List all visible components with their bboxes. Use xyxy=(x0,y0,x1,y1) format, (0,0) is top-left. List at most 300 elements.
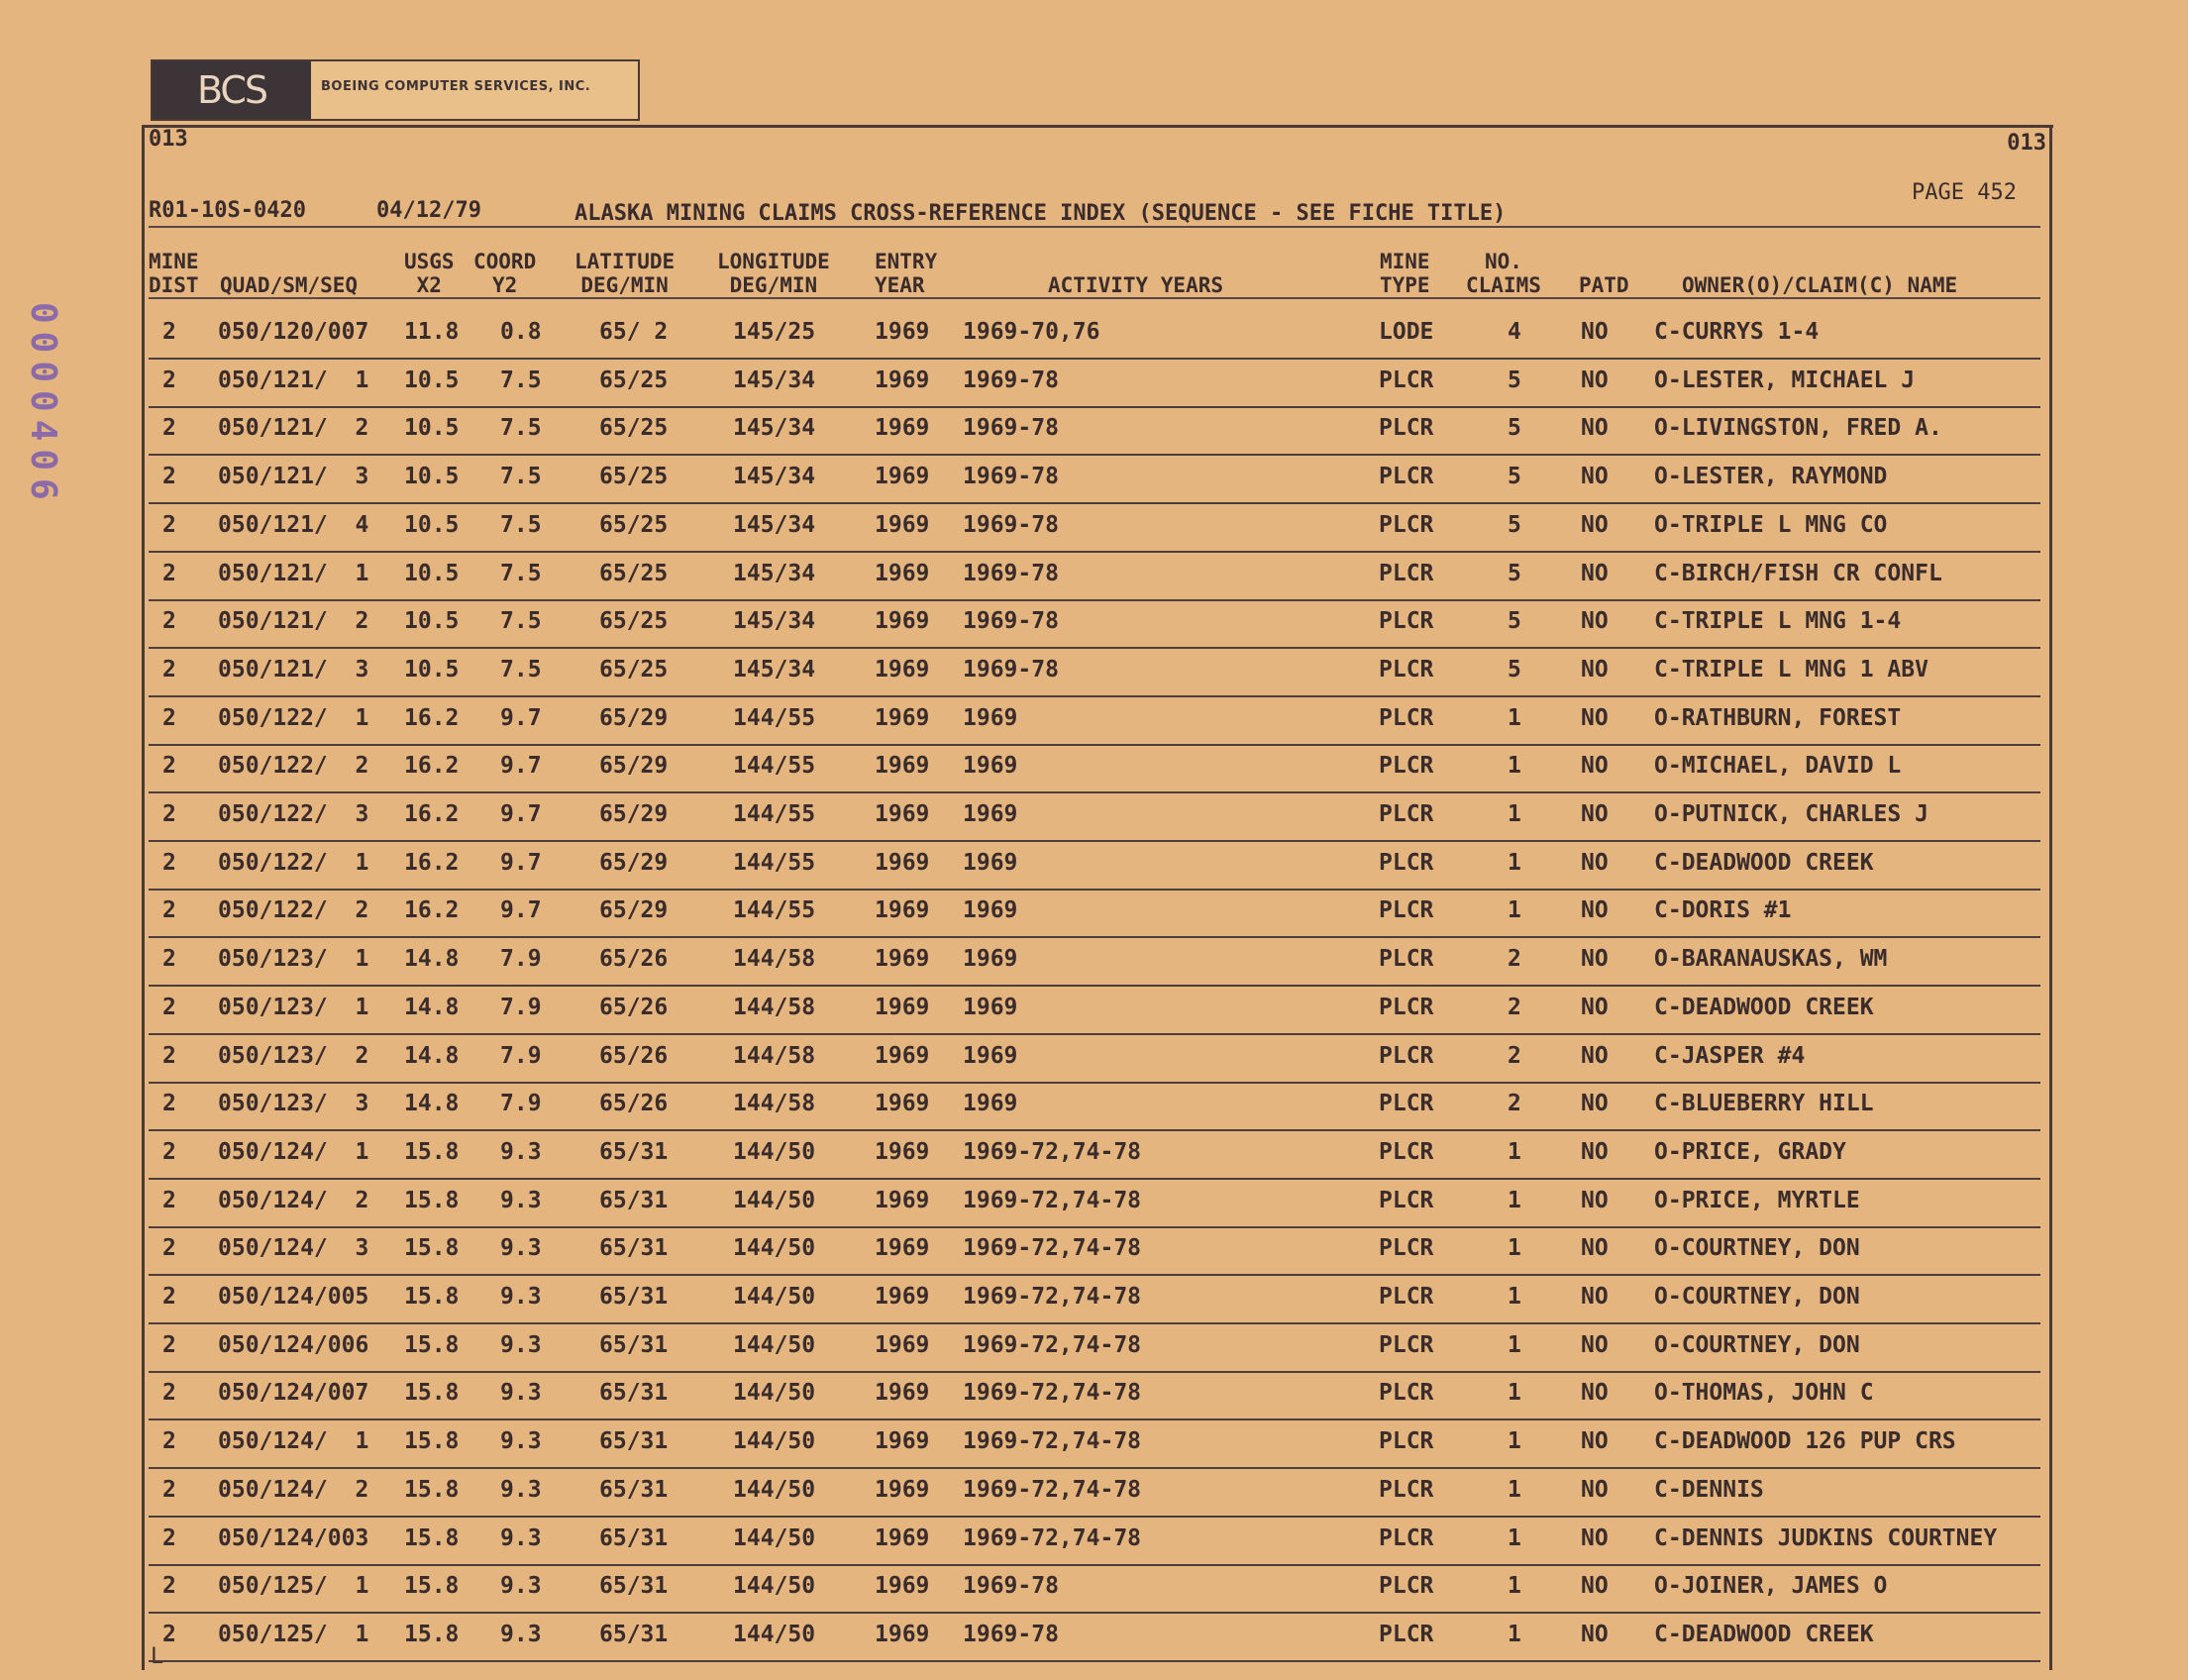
table-row xyxy=(149,598,2040,649)
col-header-y: COORD Y2 xyxy=(473,250,537,297)
cell-x: 15.8 xyxy=(404,1380,460,1407)
cell-entry: 1969 xyxy=(875,656,930,682)
cell-owner: C-TRIPLE L MNG 1 ABV xyxy=(1654,656,1928,682)
cell-claims: 1 xyxy=(1508,897,1521,924)
cell-quad: 050/121/ 4 xyxy=(218,511,369,538)
table-row xyxy=(149,502,2040,553)
cell-lon: 144/50 xyxy=(733,1380,816,1407)
cell-claims: 1 xyxy=(1508,1187,1521,1213)
cell-claims: 5 xyxy=(1508,608,1521,635)
cell-x: 15.8 xyxy=(404,1235,460,1262)
cell-claims: 5 xyxy=(1508,464,1521,490)
cell-claims: 5 xyxy=(1508,415,1521,442)
cell-claims: 1 xyxy=(1508,1428,1521,1455)
cell-dist: 2 xyxy=(162,849,176,876)
cell-lon: 144/55 xyxy=(733,801,816,827)
cell-patd: NO xyxy=(1581,994,1609,1020)
cell-quad: 050/124/ 1 xyxy=(218,1138,369,1165)
cell-claims: 5 xyxy=(1508,560,1521,586)
cell-owner: O-MICHAEL, DAVID L xyxy=(1654,753,1902,780)
cell-entry: 1969 xyxy=(875,946,930,973)
cell-quad: 050/121/ 3 xyxy=(218,656,369,682)
cell-y: 7.5 xyxy=(500,656,542,682)
cell-y: 9.7 xyxy=(500,704,542,731)
header-underline xyxy=(149,297,2040,299)
cell-entry: 1969 xyxy=(875,1331,930,1358)
cell-quad: 050/123/ 2 xyxy=(218,1042,369,1069)
cell-y: 0.8 xyxy=(500,319,542,345)
cell-y: 9.7 xyxy=(500,849,542,876)
col-header-quad: QUAD/SM/SEQ xyxy=(220,273,359,297)
cell-dist: 2 xyxy=(162,1428,176,1455)
cell-claims: 5 xyxy=(1508,656,1521,682)
cell-owner: C-DENNIS xyxy=(1654,1476,1764,1503)
cell-x: 10.5 xyxy=(404,415,460,442)
cell-type: PLCR xyxy=(1379,946,1434,973)
cell-type: PLCR xyxy=(1379,1573,1434,1600)
cell-quad: 050/125/ 1 xyxy=(218,1621,369,1647)
cell-lat: 65/26 xyxy=(599,1042,669,1069)
cell-activity: 1969 xyxy=(963,946,1018,973)
col-header-dist: MINE DIST xyxy=(149,250,199,297)
cell-entry: 1969 xyxy=(875,897,930,924)
cell-y: 7.5 xyxy=(500,511,542,538)
cell-owner: O-PRICE, GRADY xyxy=(1654,1138,1846,1165)
cell-quad: 050/121/ 2 xyxy=(218,415,369,442)
cell-type: PLCR xyxy=(1379,560,1434,586)
cell-patd: NO xyxy=(1581,1573,1609,1600)
cell-owner: C-DENNIS JUDKINS COURTNEY xyxy=(1654,1524,1998,1551)
cell-claims: 1 xyxy=(1508,1284,1521,1310)
cell-dist: 2 xyxy=(162,1524,176,1551)
col-header-activity: ACTIVITY YEARS xyxy=(1048,273,1224,297)
cell-lat: 65/26 xyxy=(599,946,669,973)
cell-owner: O-JOINER, JAMES O xyxy=(1654,1573,1888,1600)
frame-top-border xyxy=(142,125,2053,128)
cell-claims: 5 xyxy=(1508,367,1521,393)
cell-owner: O-COURTNEY, DON xyxy=(1654,1235,1860,1262)
cell-owner: O-THOMAS, JOHN C xyxy=(1654,1380,1874,1407)
cell-lat: 65/31 xyxy=(599,1138,669,1165)
cell-type: PLCR xyxy=(1379,511,1434,538)
col-header-type: MINE TYPE xyxy=(1380,250,1430,297)
cell-dist: 2 xyxy=(162,1187,176,1213)
cell-entry: 1969 xyxy=(875,1235,930,1262)
cell-claims: 1 xyxy=(1508,753,1521,780)
cell-y: 9.3 xyxy=(500,1476,542,1503)
cell-type: PLCR xyxy=(1379,1621,1434,1647)
table-row xyxy=(149,647,2040,697)
cell-lat: 65/29 xyxy=(599,897,669,924)
cell-lon: 144/58 xyxy=(733,994,816,1020)
cell-lat: 65/26 xyxy=(599,1091,669,1117)
cell-patd: NO xyxy=(1581,801,1609,827)
cell-entry: 1969 xyxy=(875,849,930,876)
cell-patd: NO xyxy=(1581,1235,1609,1262)
cell-quad: 050/122/ 2 xyxy=(218,897,369,924)
table-row xyxy=(149,985,2040,1035)
cell-x: 10.5 xyxy=(404,464,460,490)
cell-entry: 1969 xyxy=(875,1621,930,1647)
cell-owner: C-DEADWOOD 126 PUP CRS xyxy=(1654,1428,1956,1455)
cell-x: 16.2 xyxy=(404,849,460,876)
table-row xyxy=(149,1225,2040,1276)
cell-activity: 1969-78 xyxy=(963,1621,1059,1647)
company-logo xyxy=(151,59,640,121)
cell-activity: 1969 xyxy=(963,897,1018,924)
cell-dist: 2 xyxy=(162,656,176,682)
cell-quad: 050/125/ 1 xyxy=(218,1573,369,1600)
cell-patd: NO xyxy=(1581,1621,1609,1647)
cell-y: 7.5 xyxy=(500,608,542,635)
cell-x: 14.8 xyxy=(404,994,460,1020)
cell-quad: 050/124/ 2 xyxy=(218,1476,369,1503)
report-date: 04/12/79 xyxy=(376,198,481,223)
cell-claims: 1 xyxy=(1508,1621,1521,1647)
table-row xyxy=(149,1274,2040,1324)
cell-quad: 050/124/003 xyxy=(218,1524,369,1551)
cell-quad: 050/124/ 1 xyxy=(218,1428,369,1455)
cell-entry: 1969 xyxy=(875,1524,930,1551)
cell-y: 9.3 xyxy=(500,1573,542,1600)
cell-patd: NO xyxy=(1581,1380,1609,1407)
cell-activity: 1969 xyxy=(963,1091,1018,1117)
table-row xyxy=(149,1612,2040,1662)
cell-lat: 65/29 xyxy=(599,801,669,827)
cell-x: 15.8 xyxy=(404,1284,460,1310)
frame-left-border xyxy=(142,125,145,1670)
cell-x: 14.8 xyxy=(404,946,460,973)
logo-mark: BCS xyxy=(153,61,311,119)
cell-lon: 144/50 xyxy=(733,1476,816,1503)
cell-lon: 145/34 xyxy=(733,656,816,682)
cell-dist: 2 xyxy=(162,560,176,586)
cell-dist: 2 xyxy=(162,464,176,490)
cell-type: PLCR xyxy=(1379,1331,1434,1358)
cell-quad: 050/122/ 2 xyxy=(218,753,369,780)
cell-claims: 1 xyxy=(1508,1573,1521,1600)
cell-patd: NO xyxy=(1581,849,1609,876)
report-title: ALASKA MINING CLAIMS CROSS-REFERENCE INDEX (SEQUENCE - SEE FICHE TITLE) xyxy=(574,201,1507,226)
page-number: PAGE 452 xyxy=(1912,180,2017,205)
cell-quad: 050/121/ 1 xyxy=(218,367,369,393)
cell-quad: 050/124/ 2 xyxy=(218,1187,369,1213)
cell-activity: 1969-72,74-78 xyxy=(963,1380,1142,1407)
cell-lon: 144/58 xyxy=(733,946,816,973)
cell-quad: 050/120/007 xyxy=(218,319,369,345)
cell-lon: 145/34 xyxy=(733,511,816,538)
cell-claims: 1 xyxy=(1508,704,1521,731)
cell-claims: 1 xyxy=(1508,801,1521,827)
cell-dist: 2 xyxy=(162,1284,176,1310)
cell-claims: 2 xyxy=(1508,1091,1521,1117)
table-row xyxy=(149,1322,2040,1373)
cell-type: PLCR xyxy=(1379,367,1434,393)
cell-owner: C-BLUEBERRY HILL xyxy=(1654,1091,1874,1117)
cell-activity: 1969 xyxy=(963,849,1018,876)
cell-activity: 1969-78 xyxy=(963,367,1059,393)
cell-dist: 2 xyxy=(162,1476,176,1503)
cell-y: 9.7 xyxy=(500,897,542,924)
cell-owner: C-TRIPLE L MNG 1-4 xyxy=(1654,608,1902,635)
cell-y: 9.7 xyxy=(500,801,542,827)
cell-x: 15.8 xyxy=(404,1476,460,1503)
cell-lat: 65/31 xyxy=(599,1235,669,1262)
cell-claims: 1 xyxy=(1508,1380,1521,1407)
cell-x: 15.8 xyxy=(404,1524,460,1551)
cell-lon: 144/50 xyxy=(733,1573,816,1600)
cell-lon: 145/34 xyxy=(733,560,816,586)
cell-patd: NO xyxy=(1581,946,1609,973)
cell-y: 9.3 xyxy=(500,1235,542,1262)
cell-type: PLCR xyxy=(1379,994,1434,1020)
table-row xyxy=(149,309,2040,360)
cell-lat: 65/29 xyxy=(599,753,669,780)
cell-type: PLCR xyxy=(1379,1042,1434,1069)
cell-entry: 1969 xyxy=(875,1428,930,1455)
cell-patd: NO xyxy=(1581,1476,1609,1503)
cell-type: PLCR xyxy=(1379,897,1434,924)
corner-code-left: 013 xyxy=(149,127,188,152)
cell-type: PLCR xyxy=(1379,464,1434,490)
cell-type: PLCR xyxy=(1379,1284,1434,1310)
cell-dist: 2 xyxy=(162,946,176,973)
table-row xyxy=(149,358,2040,408)
cell-x: 15.8 xyxy=(404,1573,460,1600)
cell-x: 16.2 xyxy=(404,801,460,827)
cell-lon: 144/55 xyxy=(733,897,816,924)
cell-lon: 144/50 xyxy=(733,1284,816,1310)
cell-patd: NO xyxy=(1581,1284,1609,1310)
cell-lon: 144/55 xyxy=(733,849,816,876)
cell-y: 7.5 xyxy=(500,367,542,393)
cell-lon: 145/34 xyxy=(733,415,816,442)
cell-entry: 1969 xyxy=(875,753,930,780)
cell-patd: NO xyxy=(1581,1138,1609,1165)
cell-quad: 050/122/ 1 xyxy=(218,849,369,876)
cell-activity: 1969-70,76 xyxy=(963,319,1100,345)
cell-lon: 144/50 xyxy=(733,1138,816,1165)
cell-lon: 145/34 xyxy=(733,608,816,635)
cell-activity: 1969-78 xyxy=(963,560,1059,586)
cell-x: 10.5 xyxy=(404,656,460,682)
cell-lon: 144/55 xyxy=(733,704,816,731)
cell-entry: 1969 xyxy=(875,319,930,345)
cell-lat: 65/31 xyxy=(599,1428,669,1455)
cell-entry: 1969 xyxy=(875,608,930,635)
cell-lat: 65/31 xyxy=(599,1573,669,1600)
table-row xyxy=(149,791,2040,842)
table-row xyxy=(149,1563,2040,1614)
cell-entry: 1969 xyxy=(875,1380,930,1407)
cell-owner: C-DEADWOOD CREEK xyxy=(1654,994,1874,1020)
cell-patd: NO xyxy=(1581,1331,1609,1358)
cell-quad: 050/124/005 xyxy=(218,1284,369,1310)
col-header-claims: NO. CLAIMS xyxy=(1466,250,1541,297)
cell-lon: 144/58 xyxy=(733,1091,816,1117)
cell-activity: 1969-72,74-78 xyxy=(963,1235,1142,1262)
cell-activity: 1969 xyxy=(963,994,1018,1020)
cell-type: PLCR xyxy=(1379,656,1434,682)
cell-y: 9.3 xyxy=(500,1428,542,1455)
cell-lat: 65/25 xyxy=(599,511,669,538)
cell-lat: 65/31 xyxy=(599,1476,669,1503)
cell-activity: 1969-72,74-78 xyxy=(963,1476,1142,1503)
cell-dist: 2 xyxy=(162,511,176,538)
cell-y: 9.3 xyxy=(500,1380,542,1407)
cell-type: PLCR xyxy=(1379,1091,1434,1117)
cell-y: 7.5 xyxy=(500,560,542,586)
cell-y: 9.3 xyxy=(500,1331,542,1358)
cell-owner: O-BARANAUSKAS, WM xyxy=(1654,946,1888,973)
cell-y: 9.3 xyxy=(500,1187,542,1213)
cell-activity: 1969-78 xyxy=(963,608,1059,635)
cell-type: PLCR xyxy=(1379,1428,1434,1455)
table-row xyxy=(149,743,2040,793)
col-header-patd: PATD xyxy=(1579,273,1629,297)
cell-y: 7.5 xyxy=(500,464,542,490)
cell-x: 10.5 xyxy=(404,560,460,586)
cell-x: 10.5 xyxy=(404,511,460,538)
cell-y: 7.5 xyxy=(500,415,542,442)
table-row xyxy=(149,888,2040,938)
cell-type: PLCR xyxy=(1379,415,1434,442)
cell-y: 7.9 xyxy=(500,994,542,1020)
cell-quad: 050/122/ 1 xyxy=(218,704,369,731)
cell-activity: 1969 xyxy=(963,704,1018,731)
cell-lat: 65/25 xyxy=(599,415,669,442)
cell-activity: 1969-72,74-78 xyxy=(963,1524,1142,1551)
table-row xyxy=(149,840,2040,891)
cell-owner: O-TRIPLE L MNG CO xyxy=(1654,511,1888,538)
cell-lat: 65/31 xyxy=(599,1187,669,1213)
cell-patd: NO xyxy=(1581,608,1609,635)
cell-activity: 1969 xyxy=(963,1042,1018,1069)
cell-x: 15.8 xyxy=(404,1138,460,1165)
cell-lat: 65/25 xyxy=(599,656,669,682)
cell-lon: 145/34 xyxy=(733,367,816,393)
cell-activity: 1969-78 xyxy=(963,656,1059,682)
table-row xyxy=(149,1033,2040,1084)
cell-dist: 2 xyxy=(162,1380,176,1407)
cell-dist: 2 xyxy=(162,1042,176,1069)
cell-lon: 144/50 xyxy=(733,1621,816,1647)
table-row xyxy=(149,1418,2040,1469)
cell-activity: 1969 xyxy=(963,753,1018,780)
cell-quad: 050/123/ 1 xyxy=(218,946,369,973)
cell-dist: 2 xyxy=(162,415,176,442)
cell-x: 15.8 xyxy=(404,1428,460,1455)
cell-claims: 1 xyxy=(1508,1476,1521,1503)
cell-patd: NO xyxy=(1581,1187,1609,1213)
cell-dist: 2 xyxy=(162,994,176,1020)
cell-lat: 65/29 xyxy=(599,704,669,731)
cell-type: PLCR xyxy=(1379,801,1434,827)
cell-claims: 1 xyxy=(1508,1138,1521,1165)
cell-entry: 1969 xyxy=(875,367,930,393)
cell-lon: 144/55 xyxy=(733,753,816,780)
cell-x: 16.2 xyxy=(404,704,460,731)
cell-entry: 1969 xyxy=(875,415,930,442)
cell-lon: 145/25 xyxy=(733,319,816,345)
cell-claims: 1 xyxy=(1508,1524,1521,1551)
cell-quad: 050/121/ 2 xyxy=(218,608,369,635)
cell-entry: 1969 xyxy=(875,464,930,490)
cell-entry: 1969 xyxy=(875,1138,930,1165)
cell-x: 14.8 xyxy=(404,1042,460,1069)
cell-type: PLCR xyxy=(1379,753,1434,780)
cell-dist: 2 xyxy=(162,1138,176,1165)
table-row xyxy=(149,1516,2040,1566)
cell-lat: 65/31 xyxy=(599,1380,669,1407)
cell-type: PLCR xyxy=(1379,1476,1434,1503)
col-header-entry: ENTRY YEAR xyxy=(875,250,938,297)
cell-y: 9.3 xyxy=(500,1621,542,1647)
cell-y: 9.7 xyxy=(500,753,542,780)
cell-entry: 1969 xyxy=(875,704,930,731)
cell-type: PLCR xyxy=(1379,608,1434,635)
cell-activity: 1969-72,74-78 xyxy=(963,1138,1142,1165)
cell-entry: 1969 xyxy=(875,1284,930,1310)
cell-lon: 144/50 xyxy=(733,1524,816,1551)
cell-activity: 1969-72,74-78 xyxy=(963,1187,1142,1213)
col-header-owner: OWNER(O)/CLAIM(C) NAME xyxy=(1682,273,1958,297)
cell-dist: 2 xyxy=(162,704,176,731)
cell-quad: 050/122/ 3 xyxy=(218,801,369,827)
cell-claims: 1 xyxy=(1508,849,1521,876)
cell-patd: NO xyxy=(1581,897,1609,924)
cell-owner: O-COURTNEY, DON xyxy=(1654,1331,1860,1358)
cell-activity: 1969-78 xyxy=(963,511,1059,538)
cell-lon: 144/50 xyxy=(733,1428,816,1455)
cell-x: 15.8 xyxy=(404,1187,460,1213)
corner-code-right: 013 xyxy=(2007,131,2046,156)
cell-owner: C-JASPER #4 xyxy=(1654,1042,1806,1069)
cell-patd: NO xyxy=(1581,464,1609,490)
cell-owner: C-DORIS #1 xyxy=(1654,897,1792,924)
cell-patd: NO xyxy=(1581,1091,1609,1117)
cell-entry: 1969 xyxy=(875,994,930,1020)
cell-activity: 1969-78 xyxy=(963,464,1059,490)
cell-y: 7.9 xyxy=(500,1091,542,1117)
cell-entry: 1969 xyxy=(875,1187,930,1213)
cell-claims: 2 xyxy=(1508,1042,1521,1069)
table-row xyxy=(149,1178,2040,1228)
table-row xyxy=(149,551,2040,601)
cell-lon: 144/50 xyxy=(733,1187,816,1213)
cell-y: 9.3 xyxy=(500,1138,542,1165)
table-row xyxy=(149,405,2040,456)
table-row xyxy=(149,1081,2040,1131)
cell-activity: 1969-72,74-78 xyxy=(963,1284,1142,1310)
cell-entry: 1969 xyxy=(875,1573,930,1600)
cell-owner: O-LESTER, MICHAEL J xyxy=(1654,367,1916,393)
col-header-lon: LONGITUDE DEG/MIN xyxy=(717,250,830,297)
cell-owner: O-PUTNICK, CHARLES J xyxy=(1654,801,1928,827)
table-row xyxy=(149,1370,2040,1420)
cell-type: PLCR xyxy=(1379,1380,1434,1407)
cell-type: PLCR xyxy=(1379,704,1434,731)
cell-dist: 2 xyxy=(162,367,176,393)
cell-patd: NO xyxy=(1581,753,1609,780)
col-header-x: USGS X2 xyxy=(404,250,455,297)
logo-company-name: BOEING COMPUTER SERVICES, INC. xyxy=(321,79,591,94)
cell-owner: O-PRICE, MYRTLE xyxy=(1654,1187,1860,1213)
cell-lon: 145/34 xyxy=(733,464,816,490)
cell-lat: 65/ 2 xyxy=(599,319,669,345)
cell-lat: 65/31 xyxy=(599,1284,669,1310)
cell-x: 15.8 xyxy=(404,1331,460,1358)
